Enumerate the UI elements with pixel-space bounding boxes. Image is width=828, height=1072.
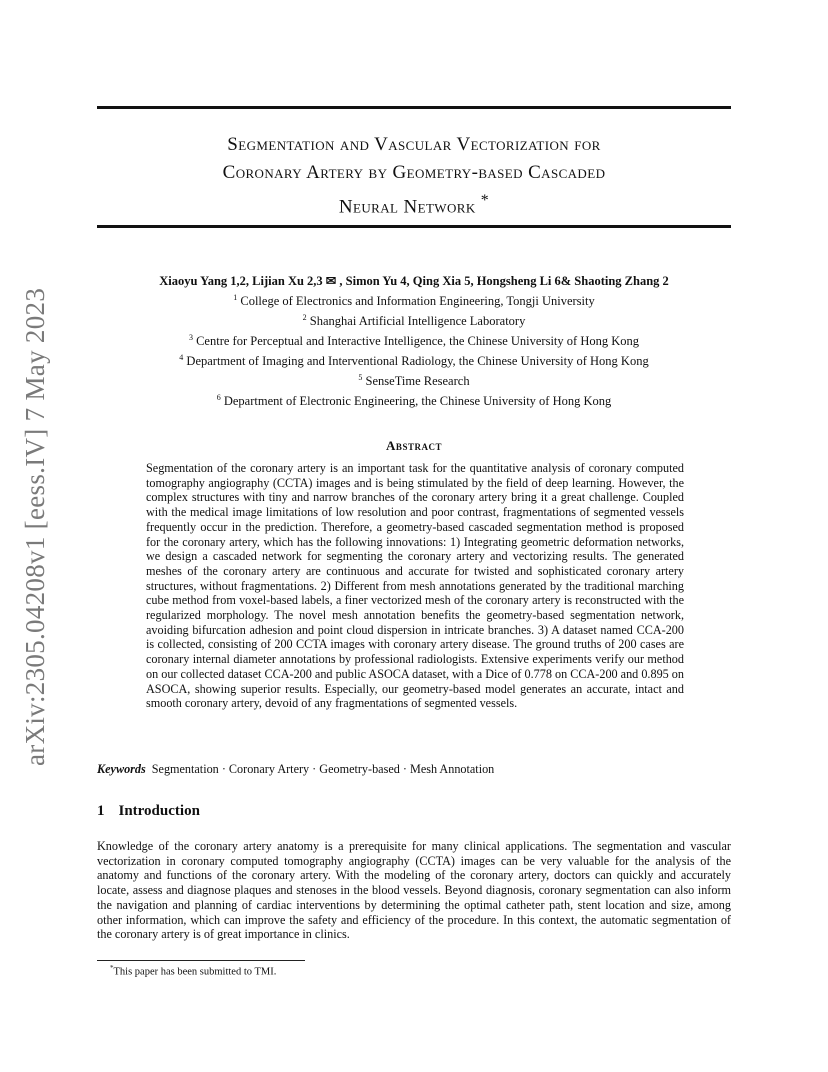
paper-title: [97, 131, 731, 221]
section-heading: [97, 803, 200, 820]
title-line-2: Coronary Artery by Geometry-based Cascaded: [222, 162, 606, 183]
affiliation-1: $^1$ College of Electronics and Information Engineering, Tongji University: [233, 293, 595, 309]
abstract-body: Segmentation of the coronary artery is an important task for the quantitative analysis of coronary computed tomography angiography (CCTA) images and is being stimulated by the field of deep learning. However, the complex structures with tiny and narrow branches of the coronary artery bring it a great challenge. Coupled with the medical image limitations of low resolution and poor contrast, fragmentations of segmented vessels frequently occur in the prediction. Therefore, a geometry-based cascaded segmentation method is proposed for the coronary artery, which has the following innovations: 1) Integrating geometric deformation networks, we design a cascaded network for segmenting the coronary artery and vectorizing results. The generated meshes of the coronary artery are continuous and accurate for twisted and sophisticated coronary artery structures, without fragmentations. 2) Different from mesh annotations generated by the traditional marching cube method from voxel-based labels, a finer vectorized mesh of the coronary artery is reconstructed with the regularized morphology. The novel mesh annotation benefits the geometry-based segmentation network, avoiding bifurcation adhesion and point cloud dispersion in intricate branches. 3) A dataset named CCA-200 is collected, consisting of 200 CCTA images with coronary artery disease. The ground truths of 200 cases are coronary internal diameter annotations by professional radiologists. Extensive experiments verify our method on our collected dataset CCA-200 and public ASOCA dataset, with a Dice of 0.778 on CCA-200 and 0.895 on ASOCA, showing superior results. Especially, our geometry-based model generates an accurate, intact and smooth coronary artery, devoid of any fragmentations of segmented vessels.: [146, 461, 684, 711]
title-line-1: Segmentation and Vascular Vectorization for: [227, 134, 601, 155]
abstract-heading: Abstract: [386, 438, 442, 453]
keywords-label: Keywords: [97, 762, 146, 776]
title-line-3: Neural Network: [338, 196, 476, 218]
author-list: Xiaoyu Yang 1,2, Lijian Xu 2,3 ✉ , Simon Yu 4, Qing Xia 5, Hongsheng Li 6& Shaoting Zhang 2: [159, 274, 669, 288]
introduction-paragraph: Knowledge of the coronary artery anatomy is a prerequisite for many clinical applications. The segmentation and vascular vectorization in coronary computed tomography angiography (CCTA) images can be very valuable for the analysis of the anatomy and functions of the coronary artery. With the modeling of the coronary artery, doctors can quickly and accurately locate, assess and diagnose plaques and stenoses in the blood vessels. Beyond diagnosis, coronary segmentation can also inform the navigation and planning of cardiac interventions by determining the optimal catheter path, stent location and size, among other information, which can improve the safety and efficiency of the procedure. In this context, the automatic segmentation of the coronary artery is of great importance in clinics.: [97, 839, 731, 942]
section-title: Introduction: [118, 803, 200, 819]
footnote: [110, 964, 276, 978]
arxiv-stamp: arXiv:2305.04208v1 [eess.IV] 7 May 2023: [20, 287, 50, 767]
title-bottom-rule: [97, 225, 731, 228]
footnote-text: This paper has been submitted to TMI.: [113, 966, 277, 978]
affiliation-2: $^2$ Shanghai Artificial Intelligence Laboratory: [302, 312, 526, 329]
affiliation-6: $^6$ Department of Electronic Engineering, the Chinese University of Hong Kong: [216, 392, 612, 408]
title-top-rule: [97, 106, 731, 109]
keywords-line: [97, 762, 731, 777]
affiliation-4: $^4$ Department of Imaging and Interventional Radiology, the Chinese University of Hong Kong: [179, 352, 649, 369]
title-footnote-mark: *: [480, 192, 490, 209]
affiliation-5: $^5$ SenseTime Research: [358, 372, 470, 388]
footnote-mark: *: [110, 964, 114, 972]
affiliation-3: $^3$ Centre for Perceptual and Interactive Intelligence, the Chinese University of Hong Kong: [188, 332, 640, 349]
section-number: 1: [97, 803, 105, 819]
affiliation-list: [97, 290, 731, 410]
footnote-rule: [97, 960, 305, 961]
keywords-text: Segmentation · Coronary Artery · Geometry-based · Mesh Annotation: [151, 762, 495, 776]
